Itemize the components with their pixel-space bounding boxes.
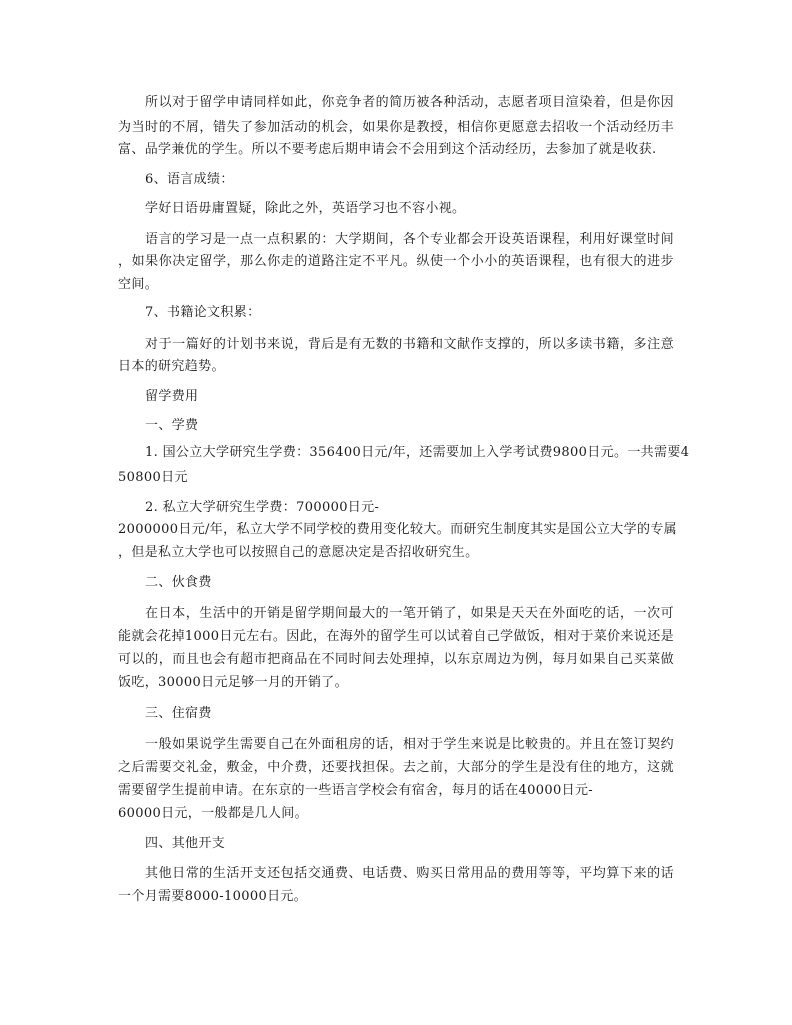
paragraph-line: 语言的学习是一点一点积累的：大学期间，各个专业都会开设英语课程，利用好课堂时间: [145, 232, 674, 247]
paragraph-line: 对于一篇好的计划书来说，背后是有无数的书籍和文献作支撑的，所以多读书籍，多注意: [145, 337, 674, 352]
paragraph-line: 可以的，而且也会有超市把商品在不同时间去处理掉，以东京周边为例，每月如果自己买菜做: [118, 652, 674, 667]
paragraph-line: 能就会花掉1000日元左右。因此，在海外的留学生可以试着自己学做饭，相对于菜价来说还是: [118, 629, 674, 644]
paragraph-line: 60000日元，一般都是几人间。: [118, 806, 308, 821]
paragraph-line: 一般如果说学生需要自己在外面租房的话，相对于学生来说是比較贵的。并且在签订契约: [145, 737, 674, 752]
section-heading: 二、伙食费: [145, 575, 212, 590]
paragraph-line: 空间。: [118, 277, 159, 292]
paragraph-line: 一个月需要8000-10000日元。: [118, 889, 308, 904]
paragraph-line: ，如果你决定留学，那么你走的道路注定不平凡。纵使一个小小的英语课程，也有很大的进步: [118, 254, 674, 269]
section-heading: 7、书籍论文积累：: [145, 305, 261, 320]
section-heading: 四、其他开支: [145, 836, 226, 851]
paragraph-line: 50800日元: [118, 470, 188, 485]
paragraph-line: 1. 国公立大学研究生学费：356400日元/年，还需要加上入学考试费9800日元。一共需要4: [145, 445, 690, 460]
paragraph-line: 需要留学生提前申请。在东京的一些语言学校会有宿舍，每月的话在40000日元-: [118, 783, 594, 798]
paragraph-line: 2000000日元/年，私立大学不同学校的费用变化较大。而研究生制度其实是国公立大学的专属: [118, 522, 678, 537]
page-section-title: 留学费用: [145, 389, 199, 404]
paragraph-line: 所以对于留学申请同样如此，你竞争者的简历被各种活动，志愿者项目渲染着，但是你因: [145, 95, 674, 110]
section-heading: 一、学费: [145, 418, 199, 433]
paragraph-line: 学好日语毋庸置疑，除此之外，英语学习也不容小视。: [145, 201, 466, 216]
paragraph-line: 为当时的不屑，错失了参加活动的机会，如果你是教授，相信你更愿意去招收一个活动经历丰: [118, 120, 674, 135]
paragraph-line: ，但是私立大学也可以按照自己的意愿决定是否招收研究生。: [118, 545, 479, 560]
paragraph-line: 饭吃，30000日元足够一月的开销了。: [118, 675, 349, 690]
paragraph-line: 之后需要交礼金，敷金，中介费，还要找担保。去之前，大部分的学生是没有住的地方，这就: [118, 760, 674, 775]
section-heading: 6、语言成绩：: [145, 172, 234, 187]
paragraph-line: 其他日常的生活开支还包括交通费、电话费、购买日常用品的费用等等，平均算下来的话: [145, 866, 674, 881]
paragraph-line: 在日本，生活中的开销是留学期间最大的一笔开销了，如果是天天在外面吃的话，一次可: [145, 606, 674, 621]
paragraph-line: 富、品学兼优的学生。所以不要考虑后期申请会不会用到这个活动经历，去参加了就是收获.: [118, 142, 657, 157]
paragraph-line: 日本的研究趋势。: [118, 359, 225, 374]
paragraph-line: 2. 私立大学研究生学费：700000日元-: [145, 500, 380, 515]
section-heading: 三、住宿费: [145, 706, 212, 721]
